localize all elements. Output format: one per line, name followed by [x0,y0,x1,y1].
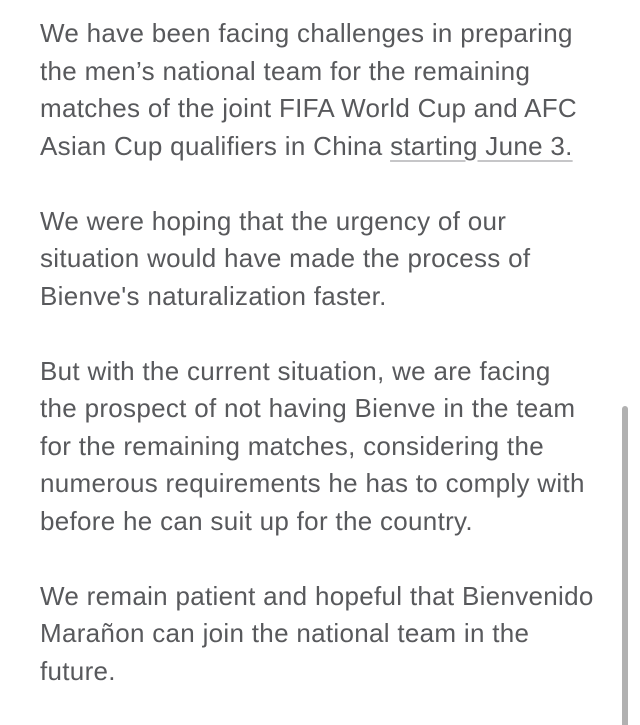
paragraph-1 [40,15,602,165]
starting-june-3-link[interactable]: starting June 3. [390,130,573,161]
text-line: for the remaining matches, considering the [40,430,544,461]
scrollbar-thumb[interactable] [622,406,628,725]
text-line [40,128,602,166]
text-line: situation would have made the process of [40,243,531,273]
text-segment: Asian Cup qualifiers in China [40,130,391,161]
text-line: matches of the joint FIFA World Cup and AFC [40,93,578,123]
article-text [40,15,602,690]
paragraph-3 [40,353,602,541]
paragraph-2 [40,203,602,316]
text-line: the prospect of not having Bienve in the team [40,393,576,423]
text-line: Marañon can join the national team in the [40,618,530,648]
paragraph-4 [40,578,602,691]
text-line: Bienve's naturalization faster. [40,280,387,311]
text-line: the men’s national team for the remaining [40,55,531,86]
text-line: We have been facing challenges in preparing [40,18,573,48]
text-line: But with the current situation, we are facing [40,355,551,386]
text-line: We remain patient and hopeful that Bienvenido [40,580,594,611]
text-line: numerous requirements he has to comply with [40,468,585,498]
text-line: We were hoping that the urgency of our [40,205,507,236]
text-line: before he can suit up for the country. [40,505,473,536]
text-line: future. [40,655,116,686]
